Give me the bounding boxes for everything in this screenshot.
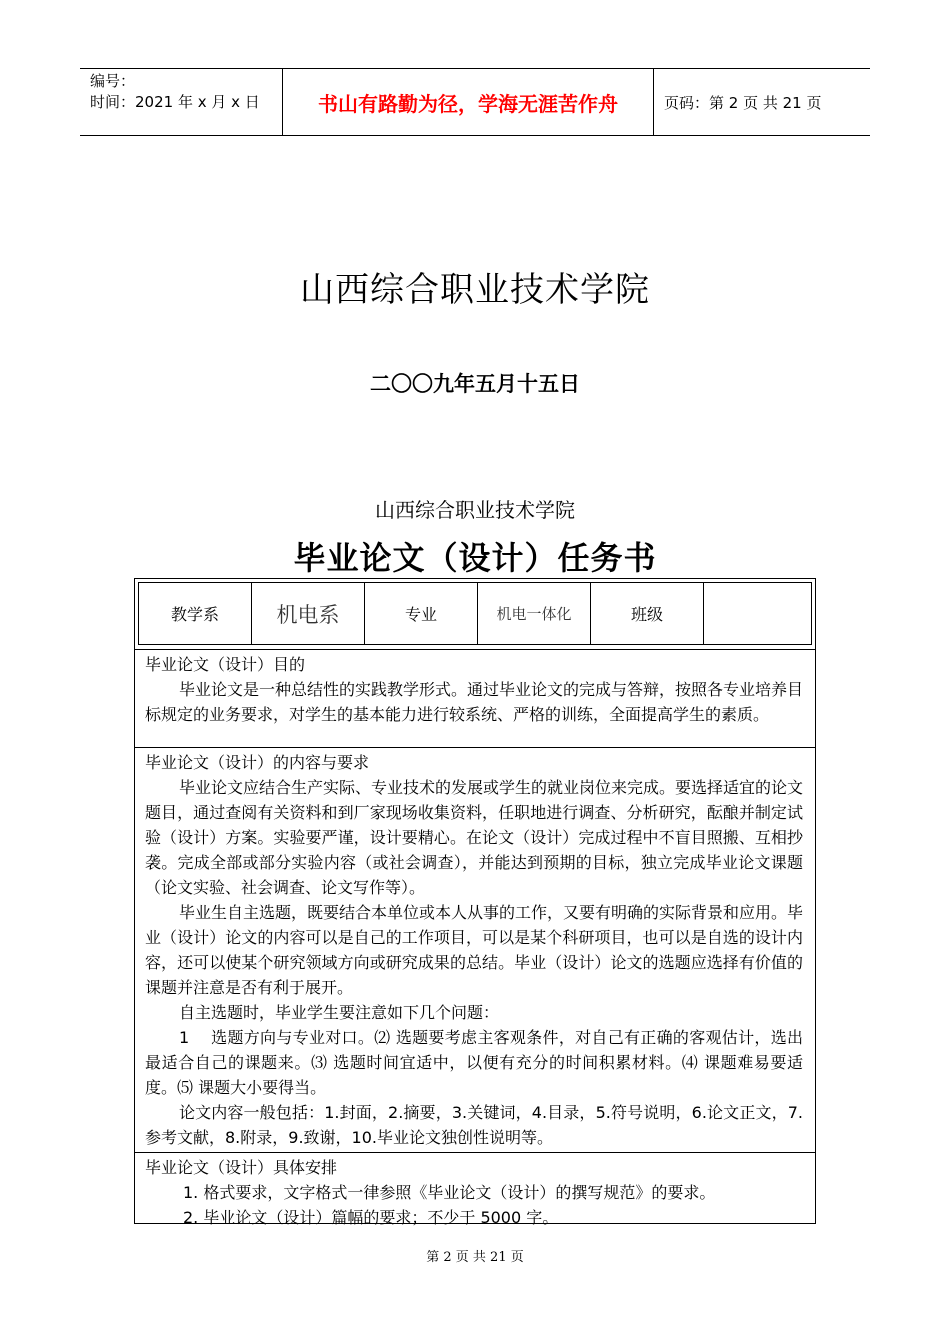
dept-value: 机电系 (252, 583, 365, 644)
section-purpose (135, 649, 815, 747)
task-table (134, 578, 816, 1227)
header-page-code: 页码：第 2 页 共 21 页 (664, 93, 822, 112)
header-time-label: 时间：2021 年 x 月 x 日 (90, 93, 260, 111)
content-paragraph-1: 毕业论文应结合生产实际、专业技术的发展或学生的就业岗位来完成。要选择适宜的论文题目，通过查阅有关资料和到厂家现场收集资料，任职地进行调查、分析研究，酝酿并制定试验（设计）方案。实验要严谨，设计要精心。在论文（设计）完成过程中不盲目照搬、互相抄袭。完成全部或部分实验内容（或社会调查），并能达到预期的目标，独立完成毕业论文课题（论文实验、社会调查、论文写作等）。 (145, 778, 804, 897)
arrangement-item-1: 1. 格式要求，文字格式一律参照《毕业论文（设计）的撰写规范》的要求。 (183, 1183, 716, 1202)
major-value: 机电一体化 (478, 583, 591, 644)
content-paragraph-4: 1 选题方向与专业对口。⑵ 选题要考虑主客观条件，对自己有正确的客观估计，选出最适合自己的课题来。⑶ 选题时间宜适中，以便有充分的时间积累材料。⑷ 课题难易要适度。⑸ 课题大小要得当。 (145, 1028, 803, 1097)
header-meta (80, 69, 282, 135)
content-paragraph-5: 论文内容一般包括：1.封面，2.摘要，3.关键词，4.目录，5.符号说明，6.论文正文，7.参考文献，8.附录，9.致谢，10.毕业论文独创性说明等。 (145, 1103, 803, 1147)
task-book-title: 毕业论文（设计）任务书 (293, 539, 657, 577)
cover-school-title: 山西综合职业技术学院 (300, 270, 650, 310)
section-content-title: 毕业论文（设计）的内容与要求 (145, 753, 370, 772)
task-school-name: 山西综合职业技术学院 (375, 498, 575, 522)
class-label: 班级 (591, 583, 704, 644)
section-arrangement-title: 毕业论文（设计）具体安排 (145, 1158, 338, 1177)
content-paragraph-2: 毕业生自主选题，既要结合本单位或本人从事的工作，又要有明确的实际背景和应用。毕业（设计）论文的内容可以是自己的工作项目，可以是某个科研项目，也可以是自选的设计内容，还可以使某个研究领域方向或研究成果的总结。毕业（设计）论文的选题应选择有价值的课题并注意是否有利于展开。 (145, 903, 804, 997)
dept-label: 教学系 (139, 583, 252, 644)
page-footer: 第 2 页 共 21 页 (426, 1250, 524, 1265)
section-content (135, 747, 815, 1152)
content-paragraph-3: 自主选题时，毕业学生要注意如下几个问题： (179, 1003, 500, 1022)
info-row (138, 582, 812, 645)
purpose-paragraph: 毕业论文是一种总结性的实践教学形式。通过毕业论文的完成与答辩，按照各专业培养目标规定的业务要求，对学生的基本能力进行较系统、严格的训练，全面提高学生的素质。 (145, 680, 804, 724)
arrangement-item-2: 2. 毕业论文（设计）篇幅的要求；不少于 5000 字。 (183, 1208, 559, 1227)
class-value (704, 583, 811, 644)
header-number-label: 编号： (90, 72, 136, 90)
cover-date: 二〇〇九年五月十五日 (370, 372, 580, 396)
page-header (80, 68, 870, 136)
major-label: 专业 (365, 583, 478, 644)
section-purpose-title: 毕业论文（设计）目的 (145, 655, 306, 674)
section-arrangement (135, 1152, 815, 1225)
header-motto: 书山有路勤为径，学海无涯苦作舟 (282, 69, 654, 135)
